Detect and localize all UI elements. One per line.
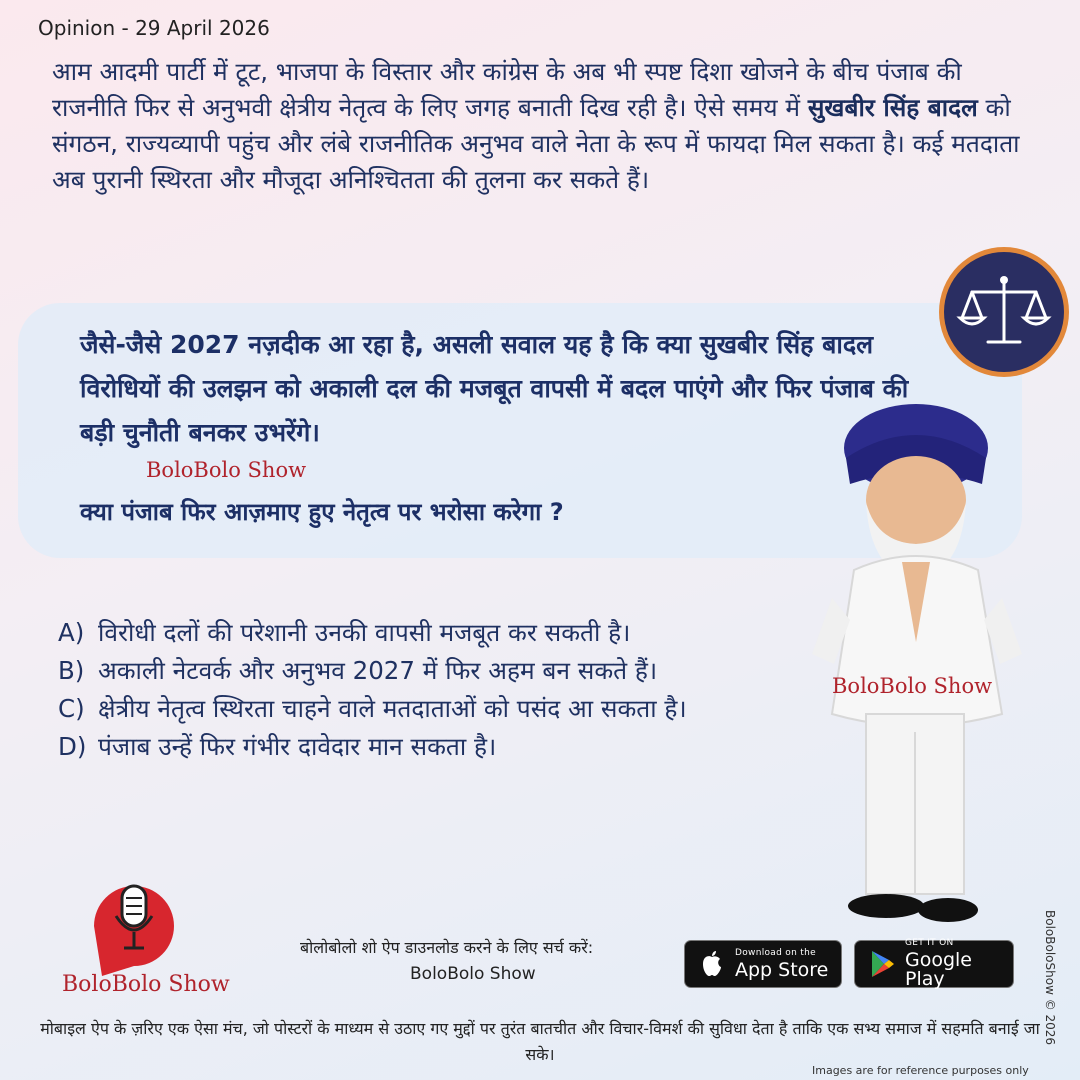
option-text: अकाली नेटवर्क और अनुभव 2027 में फिर अहम बन सकते हैं। <box>98 656 658 685</box>
option-text: क्षेत्रीय नेतृत्व स्थिरता चाहने वाले मतदाताओं को पसंद आ सकता है। <box>98 694 687 723</box>
google-play-button[interactable] <box>854 940 1014 988</box>
intro-paragraph <box>52 54 1042 198</box>
option-text: विरोधी दलों की परेशानी उनकी वापसी मजबूत कर सकती है। <box>98 618 631 647</box>
intro-highlight-name: सुखबीर सिंह बादल <box>807 93 978 122</box>
app-store-button[interactable] <box>684 940 842 988</box>
option-key: A) <box>58 618 85 647</box>
option-key: B) <box>58 656 85 685</box>
disclaimer-text: Images are for reference purposes only <box>812 1064 1029 1077</box>
leader-figure <box>806 402 1028 932</box>
watermark-text: BoloBolo Show <box>832 674 993 698</box>
intro-text-part2: को संगठन, राज्यव्यापी पहुंच और लंबे राजनीतिक अनुभव वाले नेता के रूप में फायदा मिल सकता है। कई मतदाता अब पुरानी स्थिरता और मौजूदा अनिश्चितता की तुलना कर सकते हैं। <box>52 93 1020 194</box>
justice-scales-icon <box>944 252 1064 372</box>
intro-text-part1: आम आदमी पार्टी में टूट, भाजपा के विस्तार और कांग्रेस के अब भी स्पष्ट दिशा खोजने के बीच पंजाब की राजनीति फिर से अनुभवी क्षेत्रीय नेतृत्व के लिए जगह बनाती दिख रही है। ऐसे समय में <box>52 57 962 122</box>
question-subheading: क्या पंजाब फिर आज़माए हुए नेतृत्व पर भरोसा करेगा ? <box>80 498 564 526</box>
option-c <box>58 690 818 728</box>
option-key: C) <box>58 694 85 723</box>
copyright-credit: BoloBoloShow © 2026 <box>1043 910 1057 1046</box>
google-play-label: Google Play <box>905 949 973 990</box>
options-list <box>58 614 818 766</box>
app-store-small-label: Download on the <box>735 947 816 958</box>
download-prompt: बोलोबोलो शो ऐप डाउनलोड करने के लिए सर्च करें: <box>300 938 594 957</box>
question-text: जैसे-जैसे 2027 नज़दीक आ रहा है, असली सवाल यह है कि क्या सुखबीर सिंह बादल विरोधियों की उलझन को अकाली दल की मजबूत वापसी में बदल पाएंगे और फिर पंजाब की बड़ी चुनौती बनकर उभरेंगे। <box>80 330 909 447</box>
option-text: पंजाब उन्हें फिर गंभीर दावेदार मान सकता है। <box>98 732 497 761</box>
google-play-icon <box>865 947 899 981</box>
option-key: D) <box>58 732 87 761</box>
google-play-small-label: GET IT ON <box>905 938 954 948</box>
footer-text: मोबाइल ऐप के ज़रिए एक ऐसा मंच, जो पोस्टरों के माध्यम से उठाए गए मुद्दों पर तुरंत बातचीत और विचार-विमर्श की सुविधा देता है ताकि एक सभ्य समाज में सहमति बनाई जा सके। <box>40 1019 1040 1064</box>
watermark-text: BoloBolo Show <box>146 458 307 482</box>
app-store-label: App Store <box>735 958 829 981</box>
option-b <box>58 652 818 690</box>
brand-name: BoloBolo Show <box>62 972 230 997</box>
apple-icon <box>695 947 729 981</box>
date-label: Opinion - 29 April 2026 <box>38 16 270 40</box>
option-d <box>58 728 818 766</box>
app-search-name: BoloBolo Show <box>410 964 536 984</box>
option-a <box>58 614 818 652</box>
